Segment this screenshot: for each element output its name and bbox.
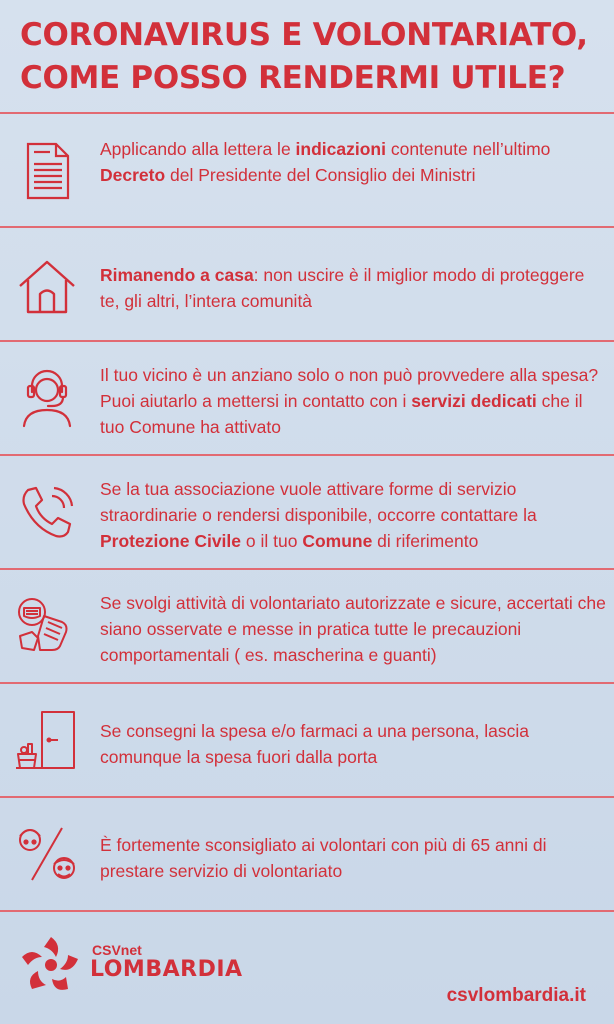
title-line-1: CORONAVIRUS E VOLONTARIATO, xyxy=(20,17,588,53)
bold-text: servizi dedicati xyxy=(411,391,537,411)
item-text xyxy=(100,832,606,884)
list-item xyxy=(0,684,614,796)
item-text xyxy=(100,362,606,440)
bold-text: indicazioni xyxy=(295,139,386,159)
divider xyxy=(0,910,614,912)
headset-operator-icon xyxy=(14,366,80,432)
bold-text: Protezione Civile xyxy=(100,531,242,551)
item-text xyxy=(100,136,606,188)
bold-text: Rimanendo a casa xyxy=(100,265,254,285)
phone-icon xyxy=(14,480,80,546)
text-segment: : non uscire è il miglior modo di proteggere te, gli altri, l’intera comunità xyxy=(100,265,585,311)
item-text xyxy=(100,262,606,314)
list-item xyxy=(0,228,614,340)
brand-small: CSVnet xyxy=(92,942,142,958)
list-item xyxy=(0,456,614,568)
text-segment: Se la tua associazione vuole attivare forme di servizio straordinarie o rendersi disponibile, occorre contattare la xyxy=(100,479,537,525)
mask-gloves-icon xyxy=(14,592,80,658)
text-segment: che il tuo Comune ha attivato xyxy=(100,391,583,437)
text-segment: Il tuo vicino è un anziano solo o non può provvedere alla spesa? Puoi aiutarlo a mettersi in contatto con i xyxy=(100,365,599,411)
house-icon xyxy=(14,254,80,320)
page-title xyxy=(20,14,600,100)
title-line-2: COME POSSO RENDERMI UTILE? xyxy=(20,60,566,96)
list-item xyxy=(0,570,614,682)
brand-big: LOMBARDIA xyxy=(90,957,243,982)
text-segment: Se svolgi attività di volontariato autorizzate e sicure, accertati che siano osservate e messe in pratica tutte le precauzioni comportamentali ( es. mascherina e guanti) xyxy=(100,593,606,665)
document-icon xyxy=(14,138,80,204)
item-text xyxy=(100,476,606,554)
logo-swirl-icon xyxy=(18,935,84,995)
text-segment: Applicando alla lettera le xyxy=(100,139,296,159)
bold-text: Comune xyxy=(302,531,373,551)
door-groceries-icon xyxy=(14,708,80,774)
text-segment: Se consegni la spesa e/o farmaci a una persona, lascia comunque la spesa fuori dalla porta xyxy=(100,721,530,767)
item-text xyxy=(100,718,606,770)
list-item xyxy=(0,342,614,454)
text-segment: o il tuo xyxy=(241,531,303,551)
website-link[interactable]: csvlombardia.it xyxy=(446,985,586,1006)
list-item xyxy=(0,114,614,226)
text-segment: del Presidente del Consiglio dei Ministri xyxy=(165,165,476,185)
text-segment: di riferimento xyxy=(372,531,479,551)
text-segment: È fortemente sconsigliato ai volontari con più di 65 anni di prestare servizio di volontariato xyxy=(100,835,547,881)
bold-text: Decreto xyxy=(100,165,166,185)
list-item xyxy=(0,798,614,910)
text-segment: contenute nell’ultimo xyxy=(385,139,551,159)
elderly-people-icon xyxy=(14,822,80,888)
item-text xyxy=(100,590,606,668)
